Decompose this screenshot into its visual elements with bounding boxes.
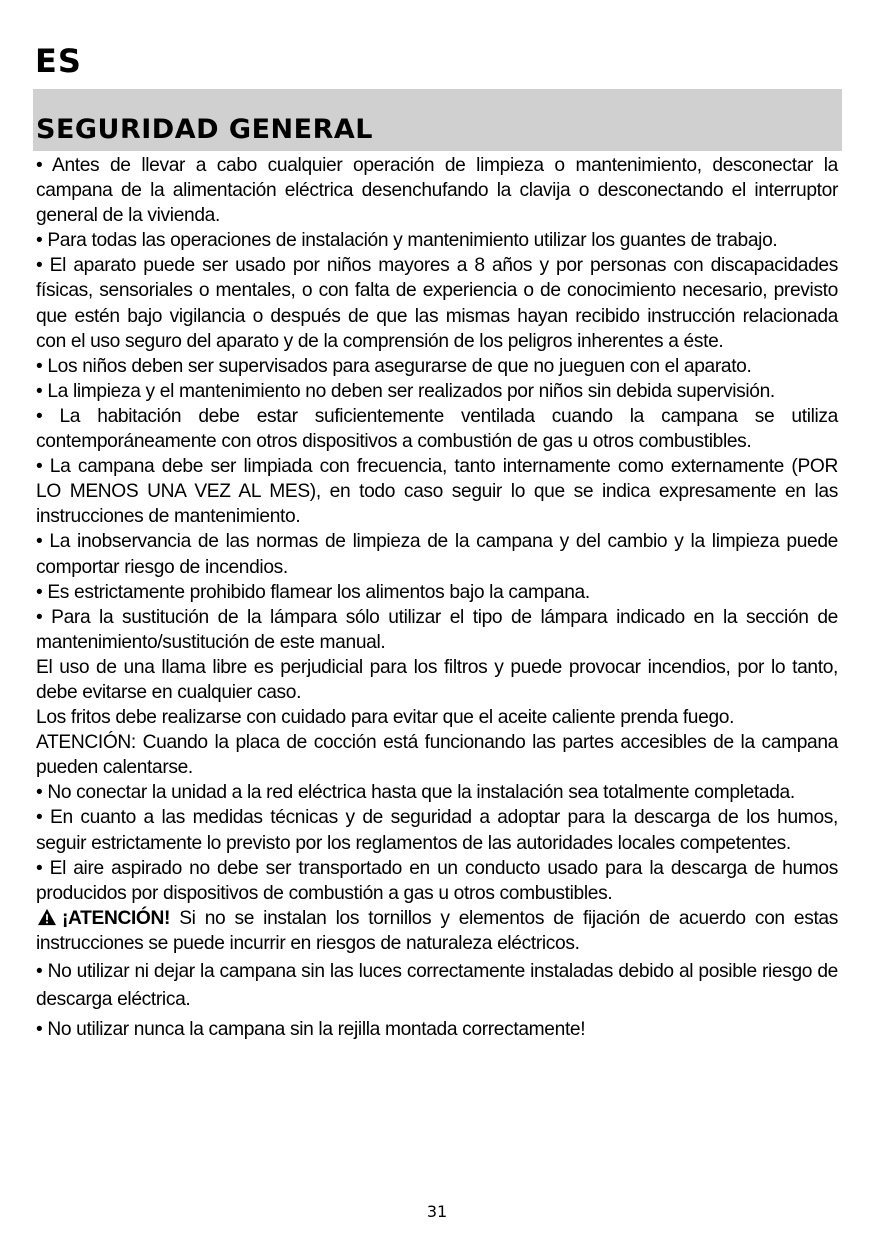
safety-instructions	[36, 153, 838, 1044]
paragraph: • Antes de llevar a cabo cualquier operación de limpieza o mantenimiento, desconectar la campana de la alimentación eléctrica desenchufando la clavija o desconectando el interruptor general de la vivienda.	[36, 155, 838, 227]
paragraph: • Los niños deben ser supervisados para asegurarse de que no jueguen con el aparato.	[36, 355, 752, 377]
paragraph: Los fritos debe realizarse con cuidado para evitar que el aceite caliente prenda fuego.	[36, 707, 735, 729]
paragraph: • La habitación debe estar suficientemente ventilada cuando la campana se utiliza contemporáneamente con otros dispositivos a combustión de gas u otros combustibles.	[36, 405, 838, 453]
warning-text: Si no se instalan los tornillos y elementos de fijación de acuerdo con estas instrucciones se puede incurrir en riesgos de naturaleza eléctricos.	[36, 907, 838, 954]
section-header-bar	[33, 89, 842, 151]
paragraph: ATENCIÓN: Cuando la placa de cocción está funcionando las partes accesibles de la campana pueden calentarse.	[36, 732, 838, 779]
paragraph: • No utilizar nunca la campana sin la rejilla montada correctamente!	[36, 1019, 586, 1040]
language-code: ES	[35, 42, 82, 80]
warning-triangle-icon	[36, 908, 58, 926]
paragraph: • La campana debe ser limpiada con frecuencia, tanto internamente como externamente (POR LO MENOS UNA VEZ AL MES), en todo caso seguir lo que se indica expresamente en las instrucciones de mantenimiento.	[36, 456, 838, 528]
page-number: 31	[426, 1202, 448, 1221]
paragraph: • Para todas las operaciones de instalación y mantenimiento utilizar los guantes de trabajo.	[36, 230, 778, 252]
paragraph: • No conectar la unidad a la red eléctrica hasta que la instalación sea totalmente completada.	[36, 782, 795, 804]
section-title: SEGURIDAD GENERAL	[36, 114, 373, 145]
paragraph: • Es estrictamente prohibido flamear los alimentos bajo la campana.	[36, 581, 590, 603]
warning-paragraph	[36, 906, 838, 956]
paragraph: • En cuanto a las medidas técnicas y de seguridad a adoptar para la descarga de los humos, seguir estrictamente lo previsto por los reglamentos de las autoridades locales competentes.	[36, 807, 838, 854]
paragraph: • El aire aspirado no debe ser transportado en un conducto usado para la descarga de humos producidos por dispositivos de combustión a gas u otros combustibles.	[36, 857, 838, 904]
paragraph: • El aparato puede ser usado por niños mayores a 8 años y por personas con discapacidades físicas, sensoriales o mentales, o con falta de experiencia o de conocimiento necesario, previsto que estén bajo vigilancia o después de que las mismas hayan recibido instrucción relacionada con el uso seguro del aparato y de la comprensión de los peligros inherentes a éste.	[36, 255, 838, 352]
paragraph: • No utilizar ni dejar la campana sin las luces correctamente instaladas debido al posible riesgo de descarga eléctrica.	[36, 961, 838, 1010]
warning-label: ¡ATENCIÓN!	[62, 907, 171, 929]
paragraph: • La inobservancia de las normas de limpieza de la campana y del cambio y la limpieza puede comportar riesgo de incendios.	[36, 531, 838, 578]
paragraph: El uso de una llama libre es perjudicial para los filtros y puede provocar incendios, por lo tanto, debe evitarse en cualquier caso.	[36, 656, 838, 703]
paragraph: • La limpieza y el mantenimiento no deben ser realizados por niños sin debida supervisión.	[36, 380, 775, 402]
paragraph: • Para la sustitución de la lámpara sólo utilizar el tipo de lámpara indicado en la sección de mantenimiento/sustitución de este manual.	[36, 606, 838, 653]
